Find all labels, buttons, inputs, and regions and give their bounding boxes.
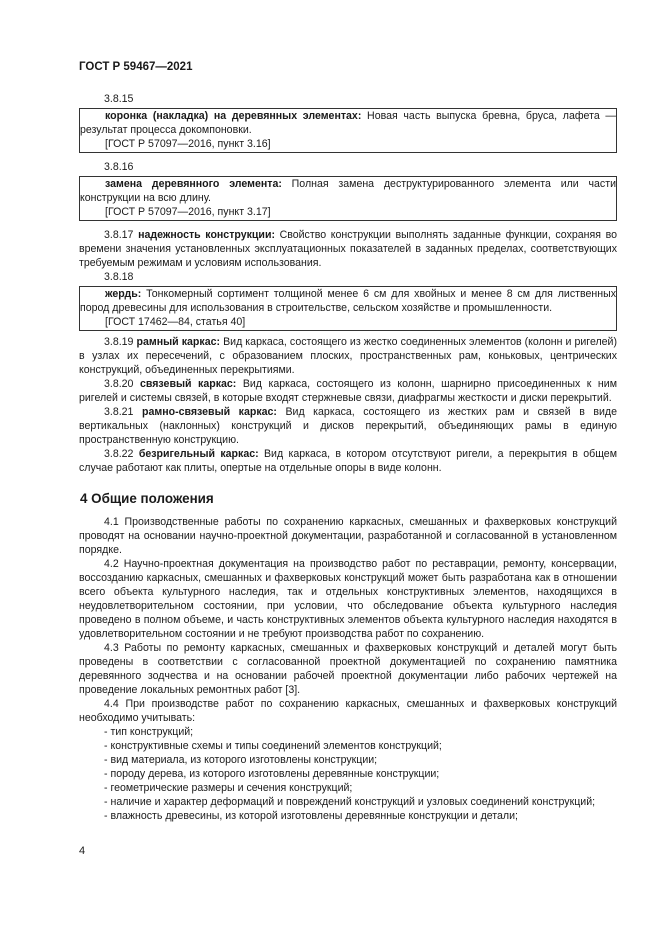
section-paragraph: 4.3 Работы по ремонту каркасных, смешанных и фахверковых конструкций и деталей могут быть проведены в соответствии с согласованной проектной документацией по сохранению памятника деревянного зодчества и на основании рабочей проектной документации либо рабочих чертежей на проведение локальных ремонтных работ [3]. [79,642,617,696]
section-paragraph: 4.4 При производстве работ по сохранению каркасных, смешанных и фахверковых конструкций необходимо учитывать: [79,698,617,724]
term-number: 3.8.18 [104,271,134,283]
list-item: - вид материала, из которого изготовлены конструкции; [104,754,378,766]
term-number: 3.8.19 [104,336,134,348]
term-number: 3.8.15 [104,93,134,105]
page-number: 4 [79,845,86,857]
term-paragraph [79,377,617,405]
term-paragraph [79,228,617,270]
section-paragraph: 4.1 Производственные работы по сохранению каркасных, смешанных и фахверковых конструкций проводят на основании научно-проектной документации, разработанной и согласованной в установленном порядке. [79,516,617,556]
term-definition: Вид каркаса, в котором отсутствуют ригели, а перекрытия в общем случае работают как плиты, опертые на отдельные опоры в виде колонн. [79,448,617,474]
term-name: рамно-связевый каркас: [142,406,277,418]
term-paragraph [79,405,617,447]
page-body [79,92,617,823]
term-box [79,108,617,153]
list-item: - породу дерева, из которого изготовлены деревянные конструкции; [104,768,440,780]
document-header: ГОСТ Р 59467—2021 [79,61,193,73]
term-name: жердь: [105,288,142,300]
list-item: - наличие и характер деформаций и повреждений конструкций и узловых соединений конструкций; [104,796,596,808]
list-item: - тип конструкций; [104,726,194,738]
term-name: рамный каркас: [136,336,221,348]
term-box [79,176,617,221]
list-item: - конструктивные схемы и типы соединений элементов конструкций; [104,740,442,752]
section-paragraph: 4.2 Научно-проектная документация на производство работ по реставрации, ремонту, консервации, воссозданию каркасных, смешанных и фахверковых конструкций может быть разработана как в отношении всего объекта культурного наследия, так и отдельных конструктивных элементов, находящихся в неудовлетворительном состоянии, при условии, что обследование объекта культурного наследия проведено в полном объеме, и часть конструктивных элементов объекта культурного наследия находятся в удовлетворительном состоянии и не требуют производства работ по сохранению. [79,558,617,640]
term-name: связевый каркас: [139,378,237,390]
term-definition: Вид каркаса, состоящего из жестко соединенных элементов (колонн и ригелей) в узлах их пересечений, с образованием плоских, пространственных рам, коньковых, центрических конструкций, объединенных перекрытиями. [79,336,617,376]
term-text [80,287,616,315]
list-item: - геометрические размеры и сечения конструкций; [104,782,353,794]
term-definition: Полная замена деструктурированного элемента или части конструкции на всю длину. [80,178,616,204]
term-name: безригельный каркас: [138,448,259,460]
term-number: 3.8.17 [104,229,134,241]
term-definition: Новая часть выпуска бревна, бруса, лафета — результат процесса докомпоновки. [80,110,617,136]
term-name: коронка (накладка) на деревянных элементах: [105,110,362,122]
term-name: надежность конструкции: [138,229,275,241]
term-box [79,286,617,331]
term-number: 3.8.22 [104,448,134,460]
term-number: 3.8.20 [104,378,134,390]
term-number: 3.8.16 [104,161,134,173]
term-name: замена деревянного элемента: [105,178,282,190]
term-reference: [ГОСТ Р 57097—2016, пункт 3.16] [105,138,271,150]
term-paragraph [79,447,617,475]
term-definition: Вид каркаса, состоящего из колонн, шарнирно присоединенных к ним ригелей и системы связей, в которые входят стержневые связи, диафрагмы жесткости и диски перекрытий. [79,378,617,404]
section-heading: 4 Общие положения [80,491,214,506]
term-reference: [ГОСТ Р 57097—2016, пункт 3.17] [105,206,271,218]
term-definition: Тонкомерный сортимент толщиной менее 6 см для хвойных и менее 8 см для лиственных пород древесины для использования в строительстве, сельском хозяйстве и промышленности. [80,288,616,314]
list-item: - влажность древесины, из которой изготовлены деревянные конструкции и детали; [104,810,518,822]
term-definition: Вид каркаса, состоящего из жестких рам и связей в виде вертикальных (наклонных) конструкций и дисков перекрытий, объединяющих рамы в единую пространственную конструкцию. [79,406,617,446]
term-number: 3.8.21 [104,406,134,418]
term-text [80,109,616,137]
term-definition: Свойство конструкции выполнять заданные функции, сохраняя во времени значения установленных эксплуатационных показателей в заданных пределах, соответствующих требуемым режимам и условиям использования. [79,229,617,269]
term-paragraph [79,335,617,377]
term-text [80,177,616,205]
term-reference: [ГОСТ 17462—84, статья 40] [105,316,246,328]
